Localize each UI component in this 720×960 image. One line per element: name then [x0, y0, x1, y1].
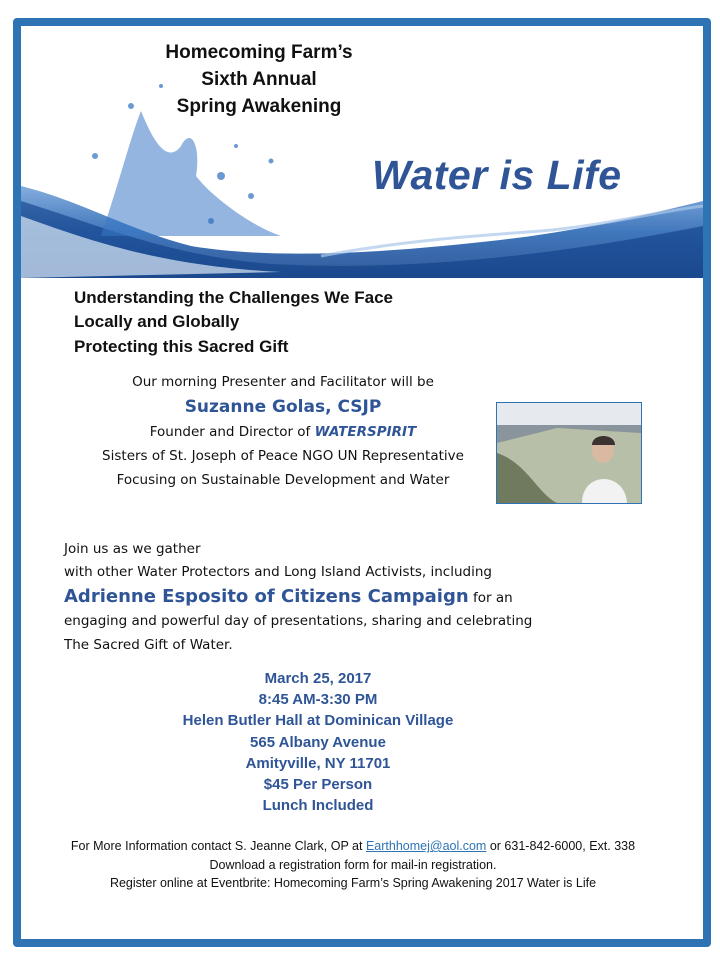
contact-phone: or 631-842-6000, Ext. 338: [486, 839, 636, 853]
download-line: Download a registration form for mail-in registration.: [209, 858, 497, 872]
join-line-3: [64, 586, 513, 607]
event-city: Amityville, NY 11701: [245, 755, 391, 772]
register-line: Register online at Eventbrite: Homecoming Farm’s Spring Awakening 2017 Water is Life: [109, 876, 597, 890]
subtitle-line-3: Protecting this Sacred Gift: [74, 337, 289, 356]
event-title-line-3: Spring Awakening: [176, 96, 342, 117]
event-lunch: Lunch Included: [262, 797, 374, 814]
tagline: Water is Life: [372, 152, 622, 198]
contact-text: For More Information contact S. Jeanne Clark, OP at: [70, 839, 366, 853]
guest-highlight: Adrienne Esposito of Citizens Campaign: [64, 586, 469, 607]
presenter-role-text: Founder and Director of: [149, 424, 315, 440]
event-price: $45 Per Person: [263, 776, 373, 793]
presenter-photo-image: [497, 403, 641, 503]
join-line-4: engaging and powerful day of presentations, sharing and celebrating: [64, 613, 533, 629]
presenter-name: Suzanne Golas, CSJP: [184, 397, 382, 417]
event-street: 565 Albany Avenue: [250, 734, 386, 751]
subtitle-line-2: Locally and Globally: [74, 312, 240, 331]
join-line-5: The Sacred Gift of Water.: [64, 637, 233, 653]
email-link[interactable]: Earthhomej@aol.com: [365, 839, 487, 853]
presenter-affiliation: Sisters of St. Joseph of Peace NGO UN Representative: [102, 448, 464, 464]
event-date: March 25, 2017: [264, 670, 372, 687]
presenter-role: [60, 424, 506, 440]
join-line-3-suffix: for an: [468, 590, 513, 606]
contact-line: [20, 839, 686, 853]
event-time: 8:45 AM-3:30 PM: [258, 691, 378, 708]
presenter-photo: [496, 402, 642, 504]
join-line-2: with other Water Protectors and Long Island Activists, including: [64, 564, 492, 580]
presenter-intro: Our morning Presenter and Facilitator will be: [132, 374, 434, 390]
event-title-line-1: Homecoming Farm’s: [165, 42, 353, 63]
organization-name: WATERSPIRIT: [314, 424, 417, 440]
event-title-line-2: Sixth Annual: [201, 69, 317, 90]
event-venue: Helen Butler Hall at Dominican Village: [182, 712, 454, 729]
subtitle-line-1: Understanding the Challenges We Face: [74, 288, 393, 307]
join-line-1: Join us as we gather: [64, 541, 201, 557]
presenter-focus: Focusing on Sustainable Development and Water: [116, 472, 450, 488]
